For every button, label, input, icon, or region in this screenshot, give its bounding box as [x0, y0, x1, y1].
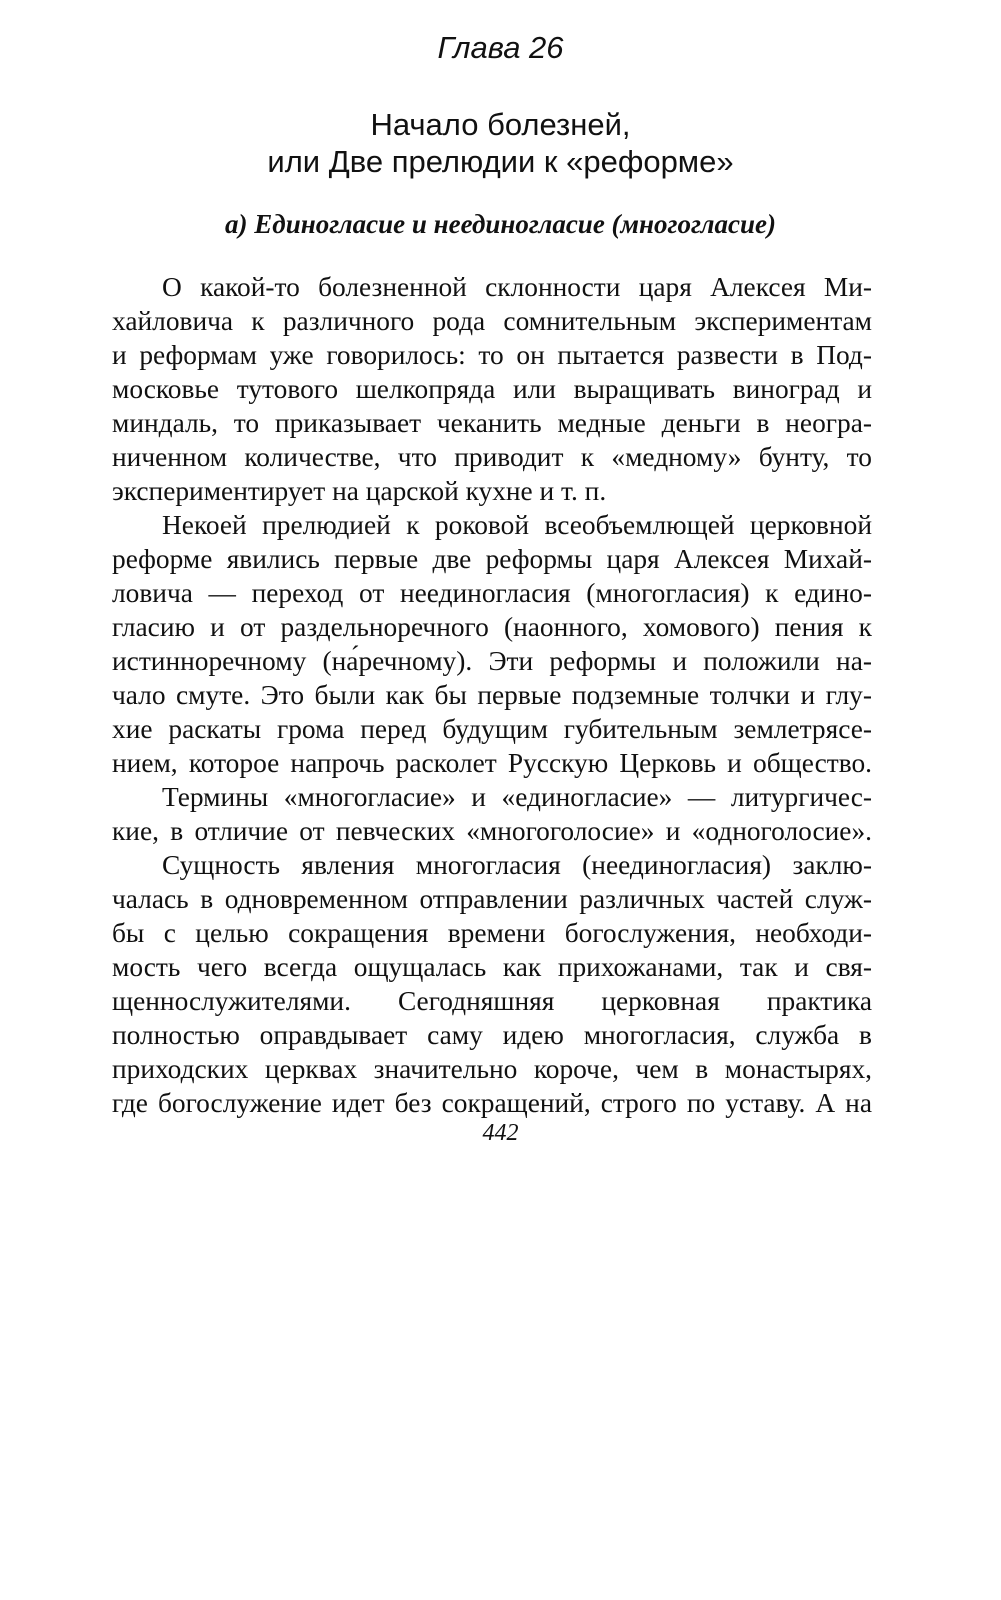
paragraph-3 [112, 780, 872, 848]
text-line: московье тутового шелкопряда или выращивать виноград и [112, 374, 872, 404]
text-line: хайловича к различного рода сомнительным экспериментам [112, 306, 872, 336]
text-line: чало смуте. Это были как бы первые подземные толчки и глу- [112, 680, 872, 710]
text-line: бы с целью сокращения времени богослужения, необходи- [112, 918, 872, 948]
text-line: гласию и от раздельноречного (наонного, хомового) пения к [112, 612, 872, 642]
text-line: мость чего всегда ощущалась как прихожанами, так и свя- [112, 952, 872, 982]
text-line: щеннослужителями. Сегодняшняя церковная практика [112, 986, 872, 1016]
text-line: ловича — переход от неединогласия (многогласия) к едино- [112, 578, 872, 608]
text-line: миндаль, то приказывает чеканить медные деньги в неогра- [112, 408, 872, 438]
paragraph-4 [112, 848, 872, 1120]
text-line: истинноречному (на́речному). Эти реформы и положили на- [112, 646, 872, 676]
text-line: нием, которое напрочь расколет Русскую Церковь и общество. [112, 748, 872, 778]
chapter-title-line-1: Начало болезней, [370, 107, 631, 142]
text-line: и реформам уже говорилось: то он пытается развести в Под- [112, 340, 872, 370]
text-line: приходских церквах значительно короче, чем в монастырях, [112, 1054, 872, 1084]
text-line: Некоей прелюдией к роковой всеобъемлющей церковной [162, 510, 872, 540]
text-line: ниченном количестве, что приводит к «медному» бунту, то [112, 442, 872, 472]
page-number: 442 [482, 1120, 519, 1146]
text-line: где богослужение идет без сокращений, строго по уставу. А на [112, 1088, 872, 1118]
chapter-title [0, 106, 1001, 180]
chapter-title-line-2: или Две прелюдии к «реформе» [267, 144, 734, 179]
section-subtitle: а) Единогласие и неединогласие (многогласие) [225, 209, 776, 239]
text-line: экспериментирует на царской кухне и т. п. [112, 476, 607, 506]
body-text [112, 270, 872, 1120]
text-line: реформе явились первые две реформы царя Алексея Михай- [112, 544, 872, 574]
text-line: чалась в одновременном отправлении различных частей служ- [112, 884, 872, 914]
text-line: хие раскаты грома перед будущим губительным землетрясе- [112, 714, 872, 744]
text-line: Термины «многогласие» и «единогласие» — литургичес- [162, 782, 872, 812]
paragraph-1 [112, 270, 872, 508]
chapter-heading: Глава 26 [437, 30, 564, 65]
text-line: О какой-то болезненной склонности царя Алексея Ми- [162, 272, 872, 302]
text-line: кие, в отличие от певческих «многоголосие» и «одноголосие». [112, 816, 872, 846]
paragraph-2 [112, 508, 872, 780]
text-line: Сущность явления многогласия (неединогласия) заклю- [162, 850, 872, 880]
text-line: полностью оправдывает саму идею многогласия, служба в [112, 1020, 872, 1050]
